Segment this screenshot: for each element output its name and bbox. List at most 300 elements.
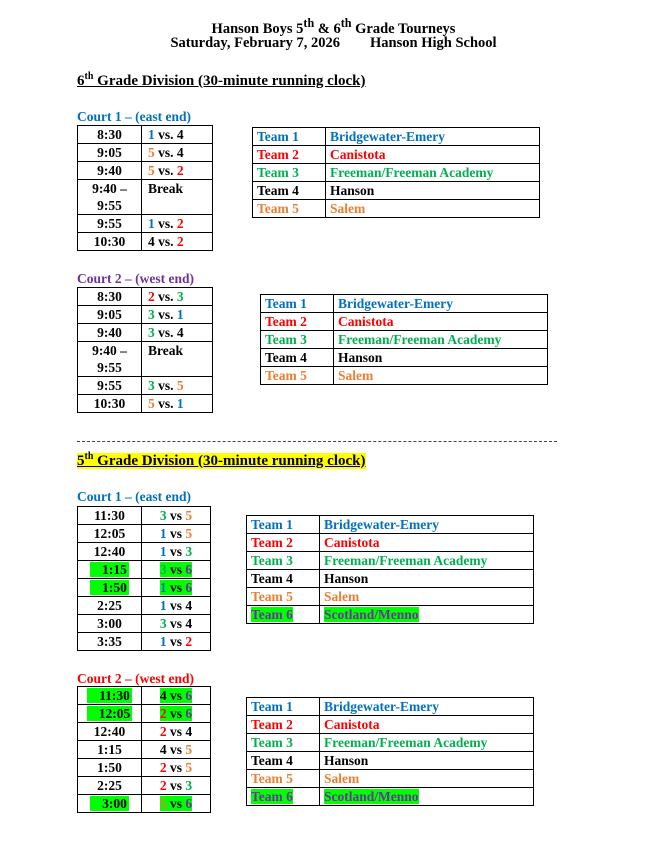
vs-label: vs <box>169 706 182 721</box>
game-row <box>78 180 213 215</box>
game-matchup <box>142 507 211 525</box>
game-matchup <box>142 377 213 395</box>
time-text: 1:15 <box>97 742 122 757</box>
team-name-cell <box>320 698 534 716</box>
team-name: Hanson <box>324 571 369 586</box>
team-name: Freeman/Freeman Academy <box>324 553 488 568</box>
vs-label: vs. <box>158 396 174 411</box>
matchup-text <box>148 396 184 411</box>
team-name-cell <box>334 313 548 331</box>
team-number-cell <box>253 200 326 218</box>
team-row <box>247 698 534 716</box>
game-row <box>78 144 213 162</box>
team-name-cell <box>334 331 548 349</box>
team-number-cell <box>261 295 334 313</box>
team-a-number: 5 <box>148 145 155 160</box>
game-time <box>78 579 142 597</box>
team-b-number: 3 <box>185 544 193 559</box>
game-matchup <box>142 687 211 705</box>
team-legend-table <box>246 515 534 624</box>
division-grade: 6 <box>77 73 85 89</box>
vs-label: vs. <box>158 378 174 393</box>
vs-label: vs <box>169 796 182 811</box>
team-row <box>261 349 548 367</box>
team-name-cell <box>334 295 548 313</box>
team-a-number: 2 <box>159 706 167 721</box>
team-row <box>247 770 534 788</box>
vs-label: vs <box>169 580 182 595</box>
vs-label: vs. <box>158 289 174 304</box>
vs-label: vs <box>169 598 182 613</box>
time-text: 9:05 <box>97 307 122 322</box>
time-text: 3:00 <box>97 616 122 631</box>
team-a-number: 3 <box>159 562 167 577</box>
vs-label: vs. <box>158 127 174 142</box>
team-number-cell <box>247 534 320 552</box>
court-label: Court 1 – (east end) <box>77 109 191 124</box>
team-row <box>247 716 534 734</box>
game-time <box>78 306 142 324</box>
team-number: Team 4 <box>251 571 293 586</box>
game-matchup <box>142 233 213 251</box>
team-b-number: 3 <box>185 778 193 793</box>
team-legend-table <box>246 697 534 806</box>
team-a-number: 3 <box>159 616 167 631</box>
game-matchup <box>142 579 211 597</box>
team-b-number: 4 <box>185 616 193 631</box>
game-row <box>78 306 213 324</box>
matchup-text <box>160 526 192 541</box>
time-text: 8:30 <box>97 289 122 304</box>
time-text: 2:25 <box>97 598 122 613</box>
vs-label: vs <box>169 616 182 631</box>
team-a-number: 1 <box>148 127 155 142</box>
game-matchup <box>142 215 213 233</box>
matchup-text <box>160 598 192 613</box>
game-time <box>78 597 142 615</box>
matchup-text <box>148 234 184 249</box>
team-number-cell <box>261 349 334 367</box>
matchup-text <box>148 145 184 160</box>
team-number-cell <box>253 146 326 164</box>
time-text: 12:05 <box>87 706 133 721</box>
team-a-number: 2 <box>159 760 167 775</box>
game-time <box>78 795 142 813</box>
time-text: 11:30 <box>87 688 132 703</box>
team-row <box>247 788 534 806</box>
game-row <box>78 687 211 705</box>
game-time <box>78 687 142 705</box>
matchup-text <box>160 796 192 811</box>
team-number: Team 2 <box>251 535 293 550</box>
game-matchup <box>142 525 211 543</box>
team-row <box>261 331 548 349</box>
team-a-number: 5 <box>159 796 167 811</box>
team-a-number: 5 <box>148 163 155 178</box>
team-row <box>261 367 548 385</box>
vs-label: vs. <box>158 307 174 322</box>
game-row <box>78 162 213 180</box>
team-number: Team 1 <box>251 699 293 714</box>
section-divider <box>77 441 557 442</box>
team-number: Team 5 <box>251 771 293 786</box>
matchup-text <box>160 760 192 775</box>
game-time <box>78 144 142 162</box>
game-row <box>78 723 211 741</box>
game-matchup <box>142 144 213 162</box>
team-number: Team 3 <box>251 553 293 568</box>
team-number-cell <box>247 698 320 716</box>
game-time <box>78 759 142 777</box>
title-text: Hanson Boys 5 <box>211 20 304 37</box>
team-row <box>253 200 540 218</box>
game-matchup <box>142 633 211 651</box>
vs-label: vs <box>169 544 182 559</box>
matchup-text <box>148 325 184 340</box>
team-number: Team 6 <box>251 607 293 622</box>
game-time <box>78 615 142 633</box>
team-a-number: 4 <box>148 234 155 249</box>
time-text: 12:40 <box>93 544 126 559</box>
team-row <box>261 313 548 331</box>
team-name-cell <box>320 752 534 770</box>
document-subtitle <box>0 35 667 52</box>
team-a-number: 1 <box>159 526 167 541</box>
team-number: Team 5 <box>257 201 299 216</box>
game-time <box>78 288 142 306</box>
team-name-cell <box>320 716 534 734</box>
team-row <box>253 164 540 182</box>
team-row <box>247 734 534 752</box>
event-date: Saturday, February 7, 2026 <box>170 35 341 51</box>
team-number-cell <box>247 770 320 788</box>
game-time <box>78 395 142 413</box>
matchup-text <box>148 307 184 322</box>
time-text: 9:40 – <box>92 343 127 358</box>
grade-suffix: th <box>84 451 94 462</box>
matchup-text <box>160 706 192 721</box>
team-name: Freeman/Freeman Academy <box>324 735 488 750</box>
vs-label: vs. <box>158 163 174 178</box>
vs-label: vs <box>169 634 182 649</box>
team-name: Hanson <box>324 753 369 768</box>
matchup-text <box>160 544 192 559</box>
team-b-number: 2 <box>176 163 184 178</box>
matchup-text <box>148 289 184 304</box>
team-name-cell <box>320 770 534 788</box>
team-row <box>253 146 540 164</box>
schedule-table <box>77 686 211 813</box>
team-name-cell <box>320 606 534 624</box>
game-time <box>78 543 142 561</box>
matchup-text <box>160 778 192 793</box>
vs-label: vs <box>169 760 182 775</box>
break-label: Break <box>148 343 184 358</box>
team-row <box>253 128 540 146</box>
team-a-number: 2 <box>148 289 155 304</box>
team-name: Canistota <box>338 314 394 329</box>
team-b-number: 6 <box>185 580 193 595</box>
team-number-cell <box>247 788 320 806</box>
game-matchup <box>142 741 211 759</box>
team-number: Team 1 <box>265 296 307 311</box>
team-number-cell <box>247 606 320 624</box>
matchup-text <box>160 724 192 739</box>
time-end-text: 9:55 <box>97 198 122 213</box>
time-text: 1:50 <box>90 580 129 595</box>
division-heading <box>77 451 366 470</box>
game-time <box>78 162 142 180</box>
game-row <box>78 525 211 543</box>
team-number-cell <box>253 182 326 200</box>
time-text: 3:35 <box>97 634 122 649</box>
game-row <box>78 579 211 597</box>
vs-label: vs <box>169 724 182 739</box>
title-sup: th <box>303 16 315 30</box>
team-legend-table <box>252 127 540 218</box>
team-name-cell <box>326 164 540 182</box>
team-b-number: 6 <box>185 562 193 577</box>
team-b-number: 2 <box>185 634 193 649</box>
vs-label: vs <box>169 688 182 703</box>
team-row <box>247 552 534 570</box>
time-text: 9:55 <box>97 378 122 393</box>
vs-label: vs. <box>158 216 174 231</box>
game-matchup <box>142 597 211 615</box>
event-location: Hanson High School <box>370 35 497 51</box>
team-number-cell <box>247 734 320 752</box>
game-row <box>78 288 213 306</box>
time-text: 9:05 <box>97 145 122 160</box>
game-matchup <box>142 561 211 579</box>
team-row <box>247 752 534 770</box>
team-number: Team 4 <box>265 350 307 365</box>
team-name: Canistota <box>324 535 380 550</box>
game-matchup <box>142 126 213 144</box>
team-number: Team 3 <box>257 165 299 180</box>
team-a-number: 3 <box>148 325 155 340</box>
matchup-text <box>160 562 192 577</box>
game-row <box>78 215 213 233</box>
team-name-cell <box>326 200 540 218</box>
schedule-table <box>77 287 213 413</box>
division-heading-text <box>77 453 366 469</box>
team-number: Team 2 <box>257 147 299 162</box>
matchup-text <box>160 634 192 649</box>
game-matchup <box>142 288 213 306</box>
team-b-number: 5 <box>185 508 193 523</box>
game-matchup <box>142 723 211 741</box>
game-time <box>78 324 142 342</box>
team-name-cell <box>320 552 534 570</box>
game-time <box>78 233 142 251</box>
team-number-cell <box>247 716 320 734</box>
team-name-cell <box>326 146 540 164</box>
team-number-cell <box>247 552 320 570</box>
vs-label: vs <box>169 508 182 523</box>
team-name: Canistota <box>324 717 380 732</box>
game-time <box>78 126 142 144</box>
time-text: 1:15 <box>90 562 129 577</box>
team-number-cell <box>261 313 334 331</box>
team-number: Team 1 <box>257 129 299 144</box>
team-name: Salem <box>324 589 360 604</box>
game-row <box>78 507 211 525</box>
time-text: 1:50 <box>97 760 122 775</box>
break-label: Break <box>148 181 184 196</box>
game-matchup <box>142 705 211 723</box>
team-row <box>247 588 534 606</box>
grade-suffix: th <box>84 71 94 82</box>
matchup-text <box>148 163 184 178</box>
team-b-number: 1 <box>176 307 184 322</box>
team-number-cell <box>247 752 320 770</box>
team-row <box>247 570 534 588</box>
game-time <box>78 705 142 723</box>
court-label: Court 2 – (west end) <box>77 671 194 686</box>
team-name: Bridgewater-Emery <box>324 699 439 714</box>
game-matchup <box>142 615 211 633</box>
team-name-cell <box>320 516 534 534</box>
game-matchup <box>142 543 211 561</box>
team-a-number: 1 <box>159 598 167 613</box>
team-name: Scotland/Menno <box>324 607 419 622</box>
game-time <box>78 561 142 579</box>
game-time <box>78 377 142 395</box>
matchup-text <box>160 742 192 757</box>
team-a-number: 1 <box>148 216 155 231</box>
game-matchup <box>142 306 213 324</box>
court-label: Court 2 – (west end) <box>77 271 194 286</box>
matchup-text <box>148 378 184 393</box>
team-b-number: 4 <box>185 724 193 739</box>
team-b-number: 4 <box>185 598 193 613</box>
team-a-number: 3 <box>148 378 155 393</box>
game-time <box>78 525 142 543</box>
team-name-cell <box>326 128 540 146</box>
vs-label: vs <box>169 562 182 577</box>
team-row <box>253 182 540 200</box>
team-a-number: 1 <box>159 634 167 649</box>
team-row <box>247 534 534 552</box>
game-matchup <box>142 324 213 342</box>
matchup-text <box>160 508 192 523</box>
team-a-number: 2 <box>159 724 167 739</box>
matchup-text <box>160 688 192 703</box>
team-number-cell <box>247 516 320 534</box>
team-b-number: 6 <box>185 796 193 811</box>
game-row <box>78 597 211 615</box>
game-matchup <box>142 180 213 215</box>
team-name-cell <box>334 367 548 385</box>
team-b-number: 5 <box>176 378 184 393</box>
matchup-text <box>148 216 184 231</box>
vs-label: vs. <box>158 325 174 340</box>
team-a-number: 4 <box>159 742 167 757</box>
team-number-cell <box>247 588 320 606</box>
team-number-cell <box>261 367 334 385</box>
team-row <box>247 606 534 624</box>
team-name: Salem <box>338 368 374 383</box>
team-number: Team 3 <box>251 735 293 750</box>
game-row <box>78 395 213 413</box>
team-name-cell <box>320 534 534 552</box>
game-row <box>78 377 213 395</box>
time-text: 12:05 <box>93 526 126 541</box>
team-row <box>261 295 548 313</box>
team-b-number: 4 <box>176 127 184 142</box>
title-sup: th <box>340 16 352 30</box>
division-grade: 5 <box>77 453 85 469</box>
team-legend-table <box>260 294 548 385</box>
team-number: Team 4 <box>251 753 293 768</box>
game-time <box>78 342 142 377</box>
division-heading-text <box>77 73 366 89</box>
team-row <box>247 516 534 534</box>
game-row <box>78 342 213 377</box>
time-text: 9:40 <box>97 325 122 340</box>
team-name-cell <box>320 788 534 806</box>
team-number: Team 5 <box>265 368 307 383</box>
game-row <box>78 543 211 561</box>
team-a-number: 3 <box>148 307 155 322</box>
team-number: Team 6 <box>251 789 293 804</box>
team-name-cell <box>320 570 534 588</box>
team-b-number: 6 <box>185 688 193 703</box>
team-number-cell <box>261 331 334 349</box>
team-name: Freeman/Freeman Academy <box>330 165 494 180</box>
team-number-cell <box>253 128 326 146</box>
team-a-number: 2 <box>159 778 167 793</box>
team-number: Team 5 <box>251 589 293 604</box>
vs-label: vs. <box>158 234 174 249</box>
game-time <box>78 777 142 795</box>
vs-label: vs <box>169 778 182 793</box>
game-matchup <box>142 777 211 795</box>
game-matchup <box>142 342 213 377</box>
team-name-cell <box>320 734 534 752</box>
team-name: Salem <box>324 771 360 786</box>
game-row <box>78 705 211 723</box>
team-name: Hanson <box>338 350 383 365</box>
time-text: 12:40 <box>93 724 126 739</box>
team-name-cell <box>326 182 540 200</box>
team-name: Salem <box>330 201 366 216</box>
time-text: 10:30 <box>93 234 126 249</box>
team-name: Bridgewater-Emery <box>330 129 445 144</box>
team-name: Bridgewater-Emery <box>324 517 439 532</box>
time-text: 2:25 <box>97 778 122 793</box>
vs-label: vs <box>169 526 182 541</box>
division-label: Grade Division (30-minute running clock) <box>93 73 366 89</box>
game-row <box>78 561 211 579</box>
game-row <box>78 233 213 251</box>
game-row <box>78 759 211 777</box>
team-name: Bridgewater-Emery <box>338 296 453 311</box>
game-time <box>78 507 142 525</box>
team-number: Team 2 <box>265 314 307 329</box>
game-row <box>78 615 211 633</box>
matchup-text <box>160 616 192 631</box>
time-text: 10:30 <box>93 396 126 411</box>
team-a-number: 3 <box>159 508 167 523</box>
game-matchup <box>142 162 213 180</box>
team-b-number: 5 <box>185 760 193 775</box>
team-b-number: 4 <box>176 325 184 340</box>
time-end-text: 9:55 <box>97 360 122 375</box>
team-b-number: 3 <box>176 289 184 304</box>
team-name: Canistota <box>330 147 386 162</box>
